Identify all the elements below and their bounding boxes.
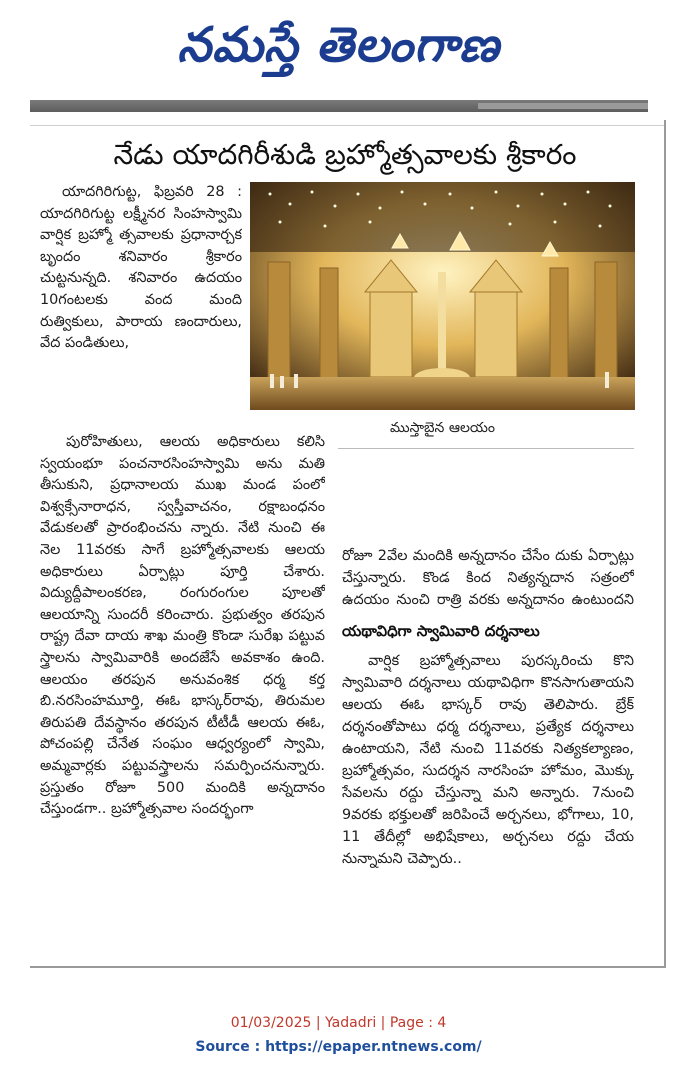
footer-edition-info: 01/03/2025 | Yadadri | Page : 4 <box>230 1015 447 1031</box>
article-frame-top <box>30 125 666 126</box>
article-body-text-continued: రోజూ 2వేల మందికి అన్నదానం చేసేం దుకు ఏర్పాట్లు చేస్తున్నారు. కొండ కింద నిత్యన్నదాన సత్రంలో ఉదయం నుంచి రాత్రి వరకు అన్నదానం ఉంటుందని <box>342 548 634 608</box>
article-intro-text: యాదగిరిగుట్ట, ఫిబ్రవరి 28 : యాదగిరిగుట్ట లక్ష్మీనర సింహస్వామి వార్షిక బ్రహ్మో త్సవాలకు ప్రధానార్చక బృందం శనివారం శ్రీకారం చుట్టనున్నది. శనివారం ఉదయం 10గంటలకు వంద మంది రుత్వికులు, పారాయ ణందారులు, వేద పండితులు, <box>40 184 242 352</box>
photo-caption: ముస్తాబైన ఆలయం <box>389 420 496 436</box>
article-headline: నేడు యాదగిరీశుడి బ్రహ్మోత్సవాలకు శ్రీకారం <box>113 138 577 171</box>
article-body-text-darshan: వార్షిక బ్రహ్మోత్సవాలు పురస్కరించు కొని స్వామివారి దర్శనాలు యథావిధిగా కొనసాగుతాయని ఆలయ ఈఓ భాస్కర్ రావు తెలిపారు. బ్రేక్ దర్శనంతోపాటు ధర్మ దర్శనాలు, ప్రత్యేక దర్శనాలు ఉంటాయని, నేటి నుంచి 11వరకు నిత్యకల్యాణం, బ్రహ్మోత్సవం, సుదర్శన నారసింహ హోమం, మొక్కు సేవలను రద్దు చేస్తున్నా మని అన్నారు. 7నుంచి 9వరకు భక్తులతో జరిపించే అర్చనలు, భోగాలు, 10, 11 తేదీల్లో అభిషేకాలు, అర్చనలు రద్దు చేయ నున్నామని చెప్పారు.. <box>342 653 634 867</box>
footer-source-link[interactable]: Source : https://epaper.ntnews.com/ <box>195 1039 482 1055</box>
article-subheading: యథావిధిగా స్వామివారి దర్శనాలు <box>342 622 540 640</box>
article-body-text: పురోహితులు, ఆలయ అధికారులు కలిసి స్వయంభూ పంచనారసింహస్వామి అను మతి తీసుకుని, ప్రధానాలయ ముఖ మండ పంలో విశ్వక్సేనారాధన, స్వస్తీవాచనం, రక్షాబంధనం వేడుకలతో ప్రారంభించను న్నారు. నేటి నుంచి ఈ నెల 11వరకు సాగే బ్రహ్మోత్సవాలకు ఆలయ అధికారులు ఏర్పాట్లు పూర్తి చేశారు. విద్యుద్దీపాలంకరణ, రంగురంగుల పూలతో ఆలయాన్ని సుందరీ కరించారు. ప్రభుత్వం తరపున రాష్ట్ర దేవా దాయ శాఖ మంత్రి కొండా సురేఖ పట్టువ స్త్రాలను స్వామివారికి అందజేసే అవకాశం ఉంది. ఆలయం తరపున అనువంశిక ధర్మ కర్త బి.నరసింహమూర్తి, ఈఓ భాస్కర్‌రావు, తిరుమల తిరుపతి దేవస్థానం తరపున టీటీడీ ఆలయ ఈఓ, పోచంపల్లి చేనేత సంఘం ఆధ్వర్యంలో స్వామి, అమ్మవార్లకు పట్టువస్త్రాలను సమర్పించనున్నారు. ప్రస్తుతం రోజూ 500 మందికి అన్నదానం చేస్తుండగా.. బ్రహ్మోత్సవాల సందర్భంగా <box>40 434 325 818</box>
article-frame-right <box>664 120 666 968</box>
article-intro-column <box>40 182 242 432</box>
article-column-left <box>40 432 325 959</box>
article-frame-bottom <box>30 966 666 968</box>
newspaper-masthead <box>0 6 677 84</box>
article-column-right-bottom <box>342 650 634 960</box>
article-column-right-top <box>342 545 634 613</box>
masthead-divider <box>30 100 648 112</box>
caption-divider <box>338 448 634 449</box>
temple-photo <box>250 182 635 410</box>
masthead-title: నమస్తే తెలంగాణ <box>177 17 500 73</box>
